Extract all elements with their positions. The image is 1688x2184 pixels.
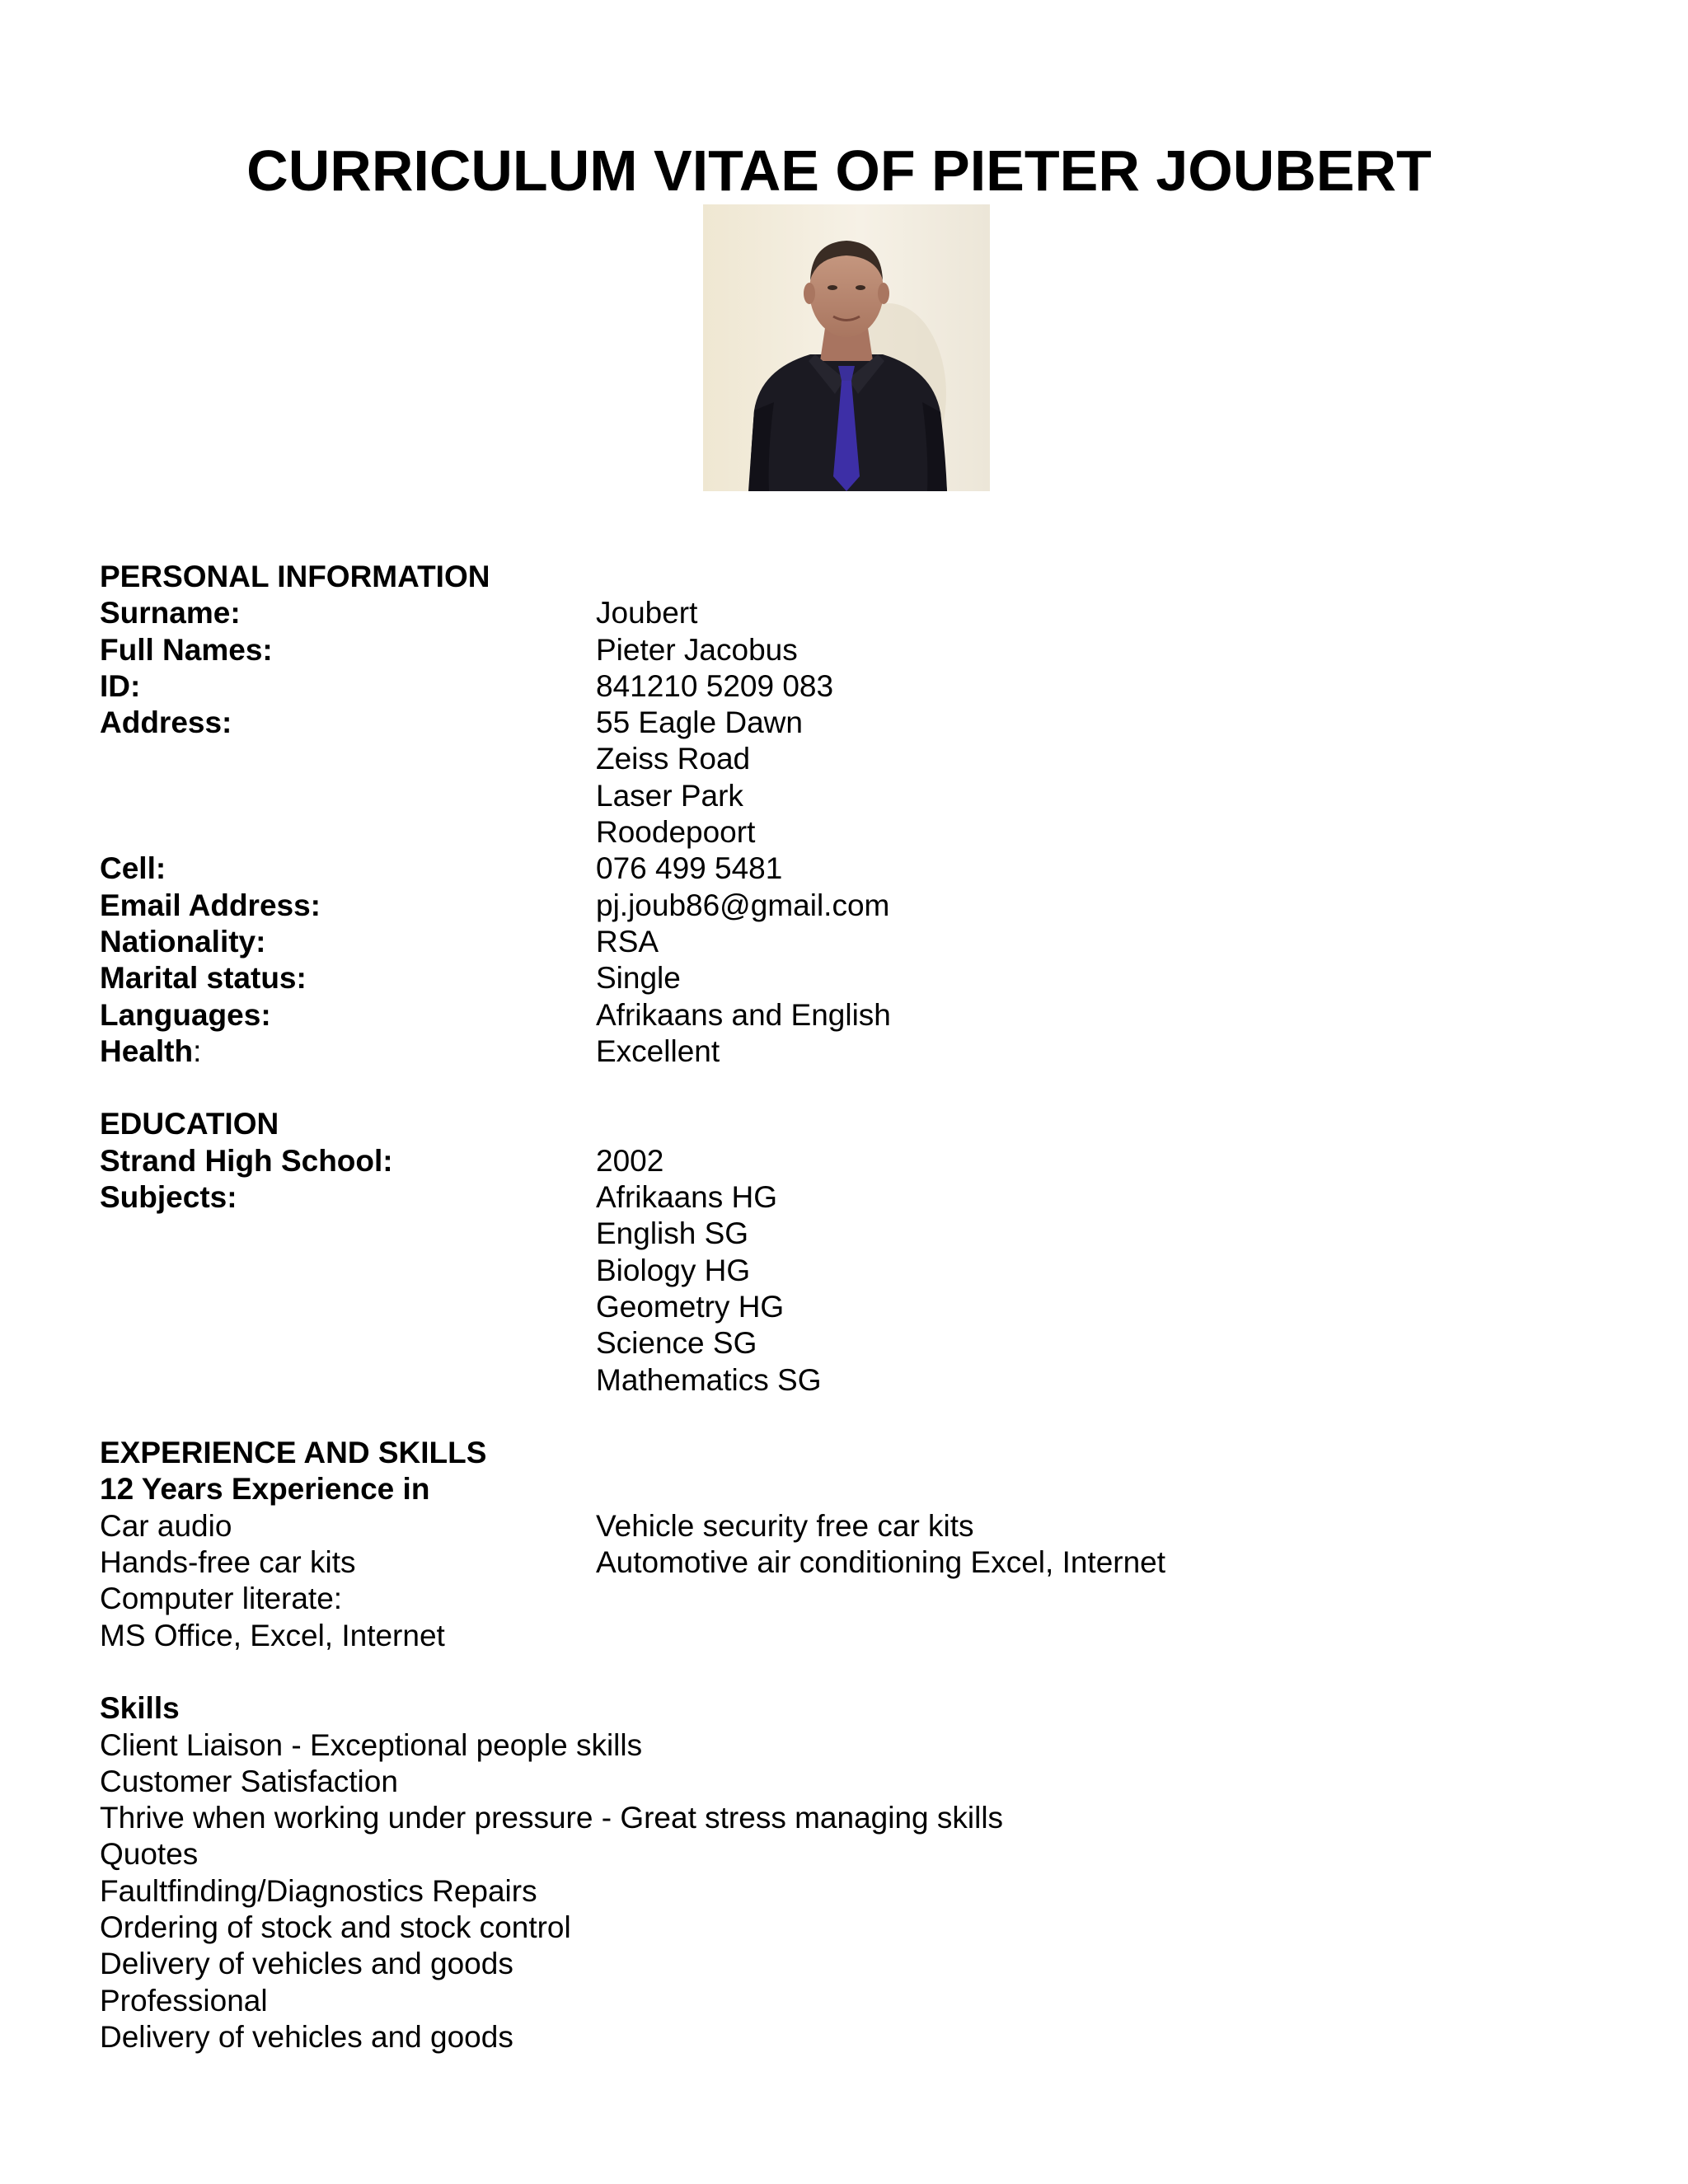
surname-row — [100, 595, 1583, 631]
subjects-row — [100, 1253, 1583, 1289]
cell-label: Cell: — [100, 851, 166, 886]
subject-item: English SG — [596, 1216, 749, 1251]
email-label: Email Address: — [100, 888, 321, 922]
languages-row — [100, 997, 1583, 1033]
surname-value: Joubert — [596, 596, 698, 630]
experience-subheading: 12 Years Experience in — [100, 1472, 430, 1507]
document-title — [0, 134, 1688, 208]
experience-right: Vehicle security free car kits — [596, 1508, 974, 1543]
health-label — [100, 1033, 596, 1070]
skill-item: Ordering of stock and stock control — [100, 1910, 571, 1944]
id-value: 841210 5209 083 — [596, 668, 834, 703]
marital-label: Marital status: — [100, 961, 307, 996]
skill-item: Delivery of vehicles and goods — [100, 1947, 513, 1981]
experience-left: Hands-free car kits — [100, 1545, 356, 1580]
experience-row — [100, 1508, 1583, 1544]
languages-label: Languages: — [100, 997, 271, 1032]
address-line: 55 Eagle Dawn — [596, 705, 803, 740]
education-heading: EDUCATION — [100, 1107, 279, 1141]
email-row — [100, 888, 1583, 924]
id-row — [100, 668, 1583, 705]
subjects-label: Subjects: — [100, 1180, 237, 1215]
skill-item: Client Liaison - Exceptional people skills — [100, 1727, 643, 1762]
skill-item: Quotes — [100, 1837, 199, 1872]
address-label: Address: — [100, 705, 232, 740]
id-label: ID: — [100, 668, 141, 703]
subject-item: Mathematics SG — [596, 1362, 822, 1397]
skill-item: Delivery of vehicles and goods — [100, 2019, 513, 2054]
subjects-row — [100, 1325, 1583, 1361]
fullnames-label: Full Names: — [100, 632, 273, 667]
cell-row — [100, 851, 1583, 887]
health-label-text: Health — [100, 1033, 194, 1068]
subjects-row — [100, 1362, 1583, 1399]
subject-item: Biology HG — [596, 1253, 751, 1287]
surname-label: Surname: — [100, 596, 241, 630]
subjects-row — [100, 1289, 1583, 1325]
fullnames-value: Pieter Jacobus — [596, 632, 798, 667]
address-line: Laser Park — [596, 778, 743, 813]
address-row — [100, 705, 1583, 741]
nationality-row — [100, 924, 1583, 960]
address-row — [100, 741, 1583, 777]
nationality-label: Nationality: — [100, 924, 266, 958]
subjects-row — [100, 1179, 1583, 1216]
skill-item: Faultfinding/Diagnostics Repairs — [100, 1873, 537, 1908]
address-row — [100, 814, 1583, 851]
school-label: Strand High School: — [100, 1143, 393, 1178]
experience-heading: EXPERIENCE AND SKILLS — [100, 1436, 487, 1470]
skill-item: Professional — [100, 1983, 268, 2018]
cell-value: 076 499 5481 — [596, 851, 783, 886]
profile-photo — [703, 204, 990, 491]
document-title-text: CURRICULUM VITAE OF PIETER JOUBERT — [246, 138, 1432, 203]
school-year: 2002 — [596, 1143, 664, 1178]
computer-literate-value: MS Office, Excel, Internet — [100, 1618, 445, 1652]
address-line: Zeiss Road — [596, 742, 751, 776]
languages-value: Afrikaans and English — [596, 997, 891, 1032]
skill-item: Customer Satisfaction — [100, 1764, 398, 1798]
address-line: Roodepoort — [596, 815, 756, 850]
experience-left: Car audio — [100, 1508, 232, 1543]
health-label-colon: : — [193, 1033, 202, 1068]
nationality-value: RSA — [596, 924, 659, 958]
cv-content — [100, 559, 1583, 2055]
portrait-image — [703, 204, 990, 491]
subjects-row — [100, 1216, 1583, 1252]
school-row — [100, 1143, 1583, 1179]
skills-heading: Skills — [100, 1691, 180, 1726]
subject-item: Science SG — [596, 1326, 757, 1361]
marital-value: Single — [596, 961, 681, 996]
email-value: pj.joub86@gmail.com — [596, 888, 890, 922]
health-value: Excellent — [596, 1033, 720, 1068]
subject-item: Geometry HG — [596, 1289, 785, 1324]
personal-info-heading: PERSONAL INFORMATION — [100, 560, 490, 593]
experience-row — [100, 1544, 1583, 1581]
skill-item: Thrive when working under pressure - Great stress managing skills — [100, 1801, 1004, 1835]
subject-item: Afrikaans HG — [596, 1180, 778, 1215]
marital-row — [100, 960, 1583, 996]
experience-right: Automotive air conditioning Excel, Internet — [596, 1545, 1166, 1580]
computer-literate-label: Computer literate: — [100, 1582, 343, 1616]
fullnames-row — [100, 632, 1583, 668]
health-row — [100, 1033, 1583, 1070]
address-row — [100, 778, 1583, 814]
